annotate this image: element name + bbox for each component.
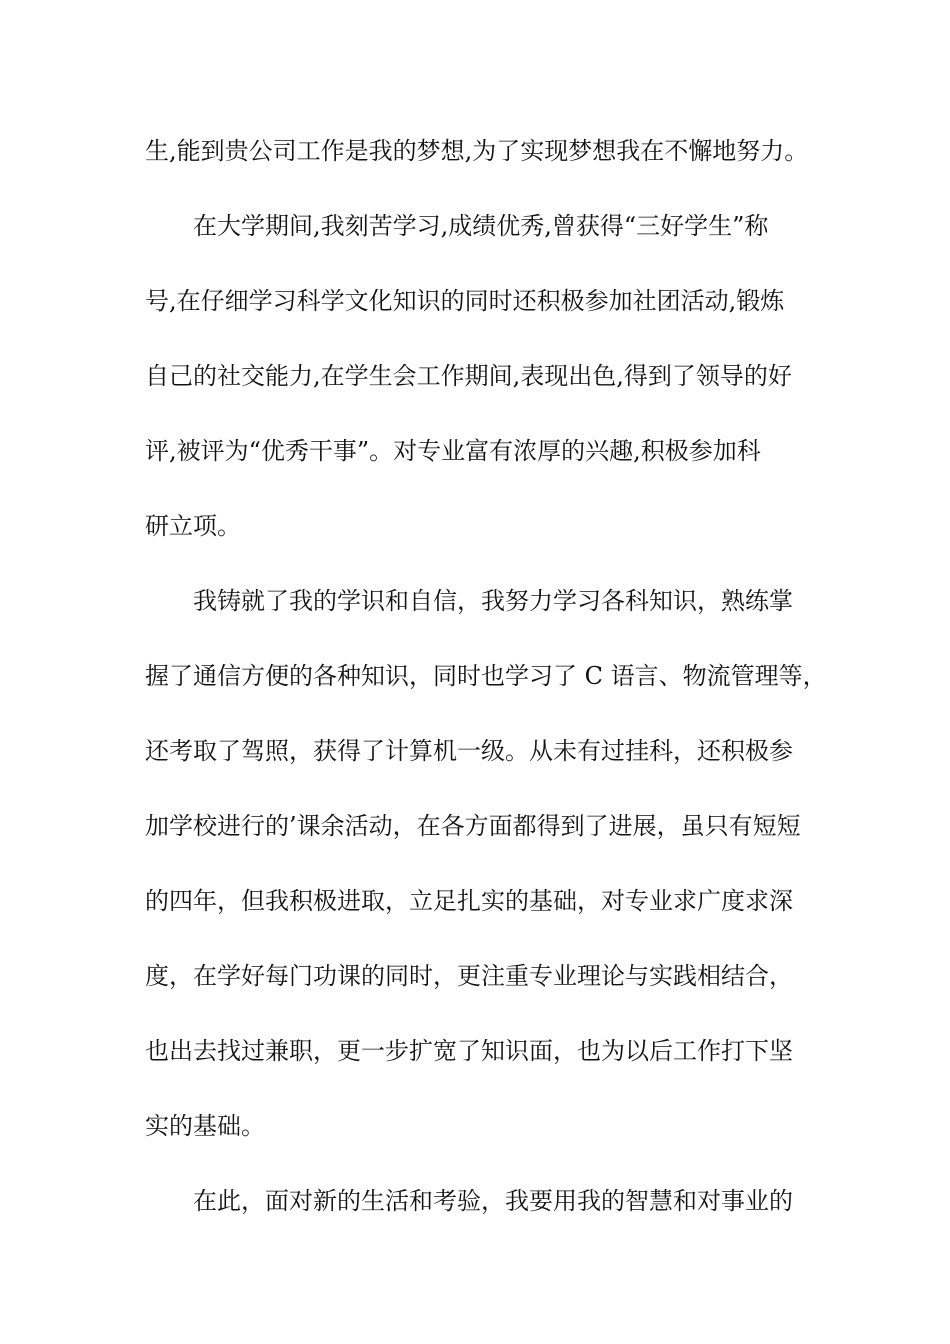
paragraph-4-line-1: 在此，面对新的生活和考验，我要用我的智慧和对事业的 (193, 1187, 793, 1215)
paragraph-3-line-1: 我铸就了我的学识和自信，我努力学习各科知识，熟练掌 (193, 587, 793, 615)
paragraph-3-line-4: 加学校进行的’课余活动，在各方面都得到了进展，虽只有短短 (145, 812, 801, 840)
paragraph-3-line-5: 的四年，但我积极进取，立足扎实的基础，对专业求广度求深 (145, 887, 793, 915)
paragraph-3-line-8: 实的基础。 (145, 1112, 265, 1140)
paragraph-3-line-3: 还考取了驾照，获得了计算机一级。从未有过挂科，还积极参 (145, 737, 793, 765)
paragraph-3-line-7: 也出去找过兼职，更一步扩宽了知识面，也为以后工作打下坚 (145, 1037, 793, 1065)
paragraph-2-line-3: 自己的社交能力,在学生会工作期间,表现出色,得到了领导的好 (145, 362, 792, 390)
paragraph-2-line-5: 研立项。 (145, 512, 241, 540)
paragraph-2-line-4: 评,被评为“优秀干事”。对专业富有浓厚的兴趣,积极参加科 (145, 437, 761, 465)
paragraph-3-line-2: 握了通信方便的各种知识，同时也学习了 C 语言、物流管理等， (145, 662, 827, 690)
paragraph-1-line-1: 生,能到贵公司工作是我的梦想,为了实现梦想我在不懈地努力。 (145, 137, 809, 165)
paragraph-3-line-6: 度，在学好每门功课的同时，更注重专业理论与实践相结合， (145, 962, 793, 990)
paragraph-2-line-2: 号,在仔细学习科学文化知识的同时还积极参加社团活动,锻炼 (145, 287, 785, 315)
paragraph-2-line-1: 在大学期间,我刻苦学习,成绩优秀,曾获得“三好学生”称 (193, 212, 769, 240)
